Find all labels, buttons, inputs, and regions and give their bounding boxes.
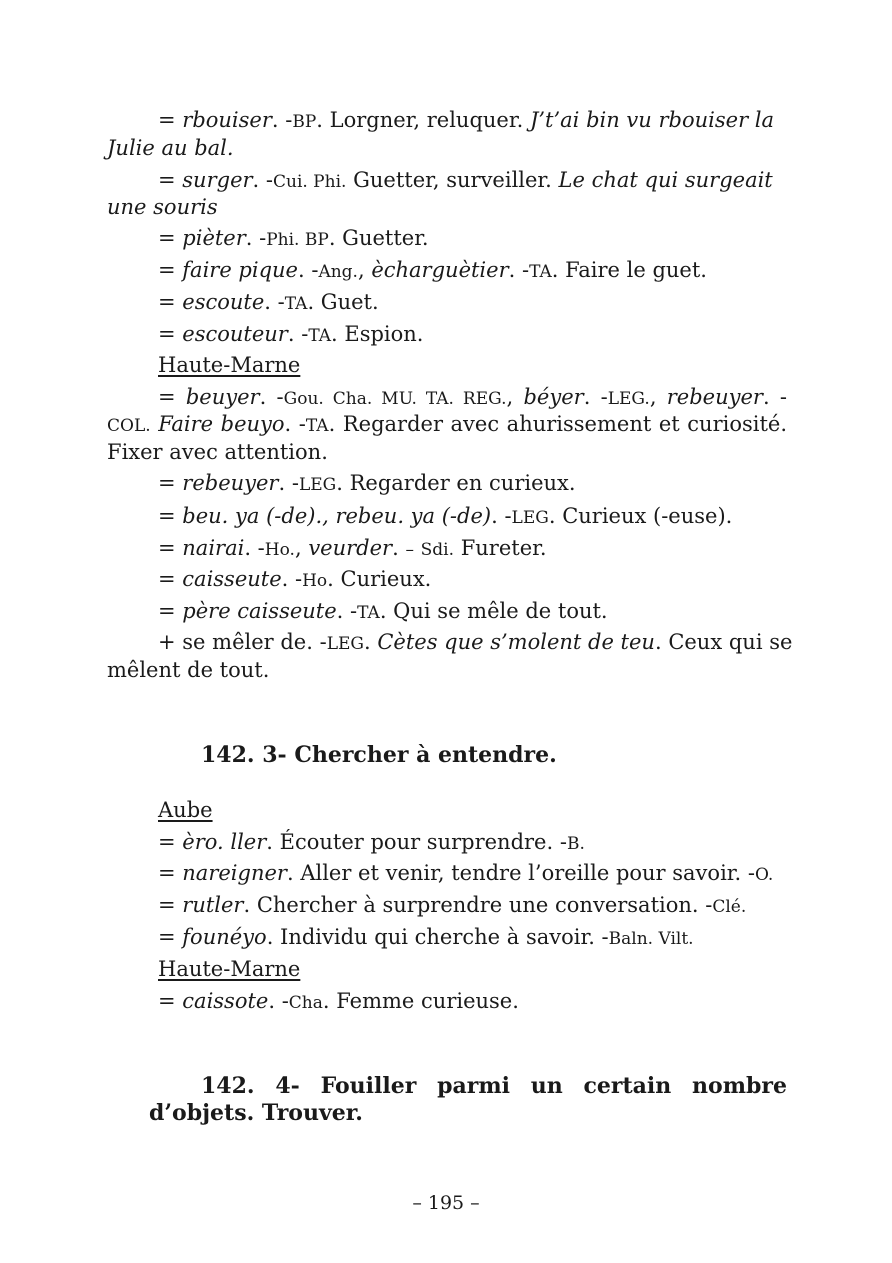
source-abbrev: Ho: [302, 571, 328, 591]
source-abbrev: LEG: [326, 634, 364, 654]
source-abbrev: TA: [305, 416, 329, 436]
term: rebeuyer: [182, 471, 279, 495]
definition-cont: Fixer avec attention.: [107, 440, 328, 464]
source-abbrev: BP: [292, 112, 317, 132]
source-abbrev: Clé.: [712, 897, 747, 917]
term: nareigner: [182, 861, 287, 885]
source-abbrev: Ho.: [264, 540, 295, 560]
source-abbrev: LEG.: [607, 389, 650, 409]
entry-beuyer-line1: = beuyer. -Gou. Cha. MU. TA. REG., béyer. -LEG., rebeuyer. -: [158, 385, 788, 409]
term: ècharguètier: [371, 258, 509, 282]
heading-word: 142.: [201, 1073, 255, 1099]
heading-word: parmi: [437, 1073, 510, 1099]
term: èro. ller: [182, 830, 267, 854]
entry-rbouiser-line2: [107, 134, 787, 162]
source-abbrev: COL.: [107, 416, 151, 436]
entry-rbouiser-line1: = rbouiser. -BP. Lorgner, reluquer. J’t’ai bin vu rbouiser la: [158, 108, 775, 132]
section-heading-142-4-line2: d’objets. Trouver.: [149, 1100, 363, 1126]
entry-founeyo: = founéyo. Individu qui cherche à savoir. -Baln. Vilt.: [158, 925, 694, 949]
entry-nairai: = nairai. -Ho., veurder. – Sdi. Fureter.: [158, 536, 547, 560]
definition: Ceux qui se: [668, 630, 793, 654]
definition-cont: mêlent de tout.: [107, 658, 270, 682]
source-abbrev: B.: [566, 834, 585, 854]
heading-word: certain: [583, 1073, 672, 1099]
definition: Femme curieuse.: [336, 989, 519, 1013]
term: faire pique: [182, 258, 298, 282]
source-abbrev: LEG: [511, 508, 549, 528]
term: founéyo: [182, 925, 267, 949]
definition: Lorgner, reluquer.: [329, 108, 524, 132]
definition: Curieux (-euse).: [562, 504, 733, 528]
definition: Qui se mêle de tout.: [393, 599, 608, 623]
definition: Guetter, surveiller.: [353, 168, 552, 192]
region-label: Haute-Marne: [158, 957, 301, 981]
term: beuyer: [185, 385, 260, 409]
definition: Individu qui cherche à savoir.: [280, 925, 595, 949]
term: escoute: [182, 290, 265, 314]
term: rutler: [182, 893, 244, 917]
definition: Aller et venir, tendre l’oreille pour savoir.: [300, 861, 742, 885]
source-abbrev: TA: [284, 294, 308, 314]
entry-nareigner: = nareigner. Aller et venir, tendre l’oreille pour savoir. -O.: [158, 861, 774, 885]
page-number: – 195 –: [412, 1192, 480, 1214]
definition: Écouter pour surprendre.: [279, 830, 554, 854]
term: rebeuyer: [666, 385, 763, 409]
definition: Espion.: [344, 322, 424, 346]
region-heading-aube: [158, 796, 787, 824]
source-abbrev: Gou. Cha. MU. TA. REG.: [283, 389, 507, 409]
heading-word: 4-: [275, 1073, 300, 1099]
entry-surger-line2: [107, 193, 787, 221]
term: escouteur: [182, 322, 288, 346]
source-abbrev: Ang.: [318, 262, 358, 282]
entry-rutler: = rutler. Chercher à surprendre une conversation. -Clé.: [158, 893, 747, 917]
example-cont: Julie au bal.: [107, 136, 234, 160]
entry-beuya: = beu. ya (-de)., rebeu. ya (-de). -LEG. Curieux (-euse).: [158, 504, 733, 528]
source-abbrev: LEG: [298, 475, 337, 495]
example-cont: une souris: [107, 195, 218, 219]
term: père caisseute: [182, 599, 337, 623]
definition: Guet.: [320, 290, 379, 314]
source-abbrev: O.: [754, 865, 774, 885]
entry-faire-pique: = faire pique. -Ang., ècharguètier. -TA. Faire le guet.: [158, 258, 707, 282]
source-abbrev: Baln. Vilt.: [608, 929, 694, 949]
term: beu. ya (-de)., rebeu. ya (-de): [182, 504, 492, 528]
source-abbrev: TA: [357, 603, 380, 623]
entry-beuyer-line3: [107, 438, 787, 466]
example: Le chat qui surgeait: [558, 168, 773, 192]
term: béyer: [523, 385, 584, 409]
entry-se-meler-line1: + se mêler de. -LEG. Cètes que s’molent de teu. Ceux qui se: [158, 630, 793, 654]
definition: Fureter.: [460, 536, 547, 560]
section-heading-142-4-line1: [201, 1073, 787, 1099]
source-abbrev: Cha: [288, 993, 323, 1013]
definition: Regarder avec ahurissement et curiosité.: [342, 412, 788, 436]
entry-escoute: = escoute. -TA. Guet.: [158, 290, 379, 314]
source-abbrev: TA: [308, 326, 331, 346]
region-label: Haute-Marne: [158, 353, 301, 377]
entry-pieter: = pièter. -Phi. BP. Guetter.: [158, 226, 429, 250]
term: caisseute: [182, 567, 282, 591]
entry-se-meler-line2: [107, 656, 787, 684]
term: Faire beuyo: [158, 412, 285, 436]
source-abbrev: TA: [529, 262, 552, 282]
source-abbrev: Cui. Phi.: [272, 172, 347, 192]
entry-caissote: = caissote. -Cha. Femme curieuse.: [158, 989, 519, 1013]
term: se mêler de.: [182, 630, 313, 654]
entry-pere-caisseute: = père caisseute. -TA. Qui se mêle de tout.: [158, 599, 608, 623]
entry-rebeuyer: = rebeuyer. -LEG. Regarder en curieux.: [158, 471, 576, 495]
entry-ero-ller: = èro. ller. Écouter pour surprendre. -B.: [158, 830, 585, 854]
source-abbrev: Phi. BP: [266, 230, 329, 250]
region-label: Aube: [158, 798, 213, 822]
region-heading-haute-marne: [158, 351, 787, 379]
term: veurder: [308, 536, 393, 560]
heading-word: Fouiller: [320, 1073, 417, 1099]
heading-word: un: [530, 1073, 563, 1099]
term: rbouiser: [182, 108, 272, 132]
term: surger: [182, 168, 253, 192]
definition: Guetter.: [342, 226, 429, 250]
definition: Regarder en curieux.: [349, 471, 576, 495]
entry-beuyer-line2: COL. Faire beuyo. -TA. Regarder avec ahurissement et curiosité.: [107, 412, 788, 436]
term: pièter: [182, 226, 246, 250]
example: J’t’ai bin vu rbouiser la: [529, 108, 775, 132]
region-heading-haute-marne-2: [158, 955, 787, 983]
term: caissote: [182, 989, 269, 1013]
example: Cètes que s’molent de teu: [377, 630, 655, 654]
entry-surger-line1: = surger. -Cui. Phi. Guetter, surveiller. Le chat qui surgeait: [158, 168, 773, 192]
heading-word: nombre: [692, 1073, 787, 1099]
definition: Faire le guet.: [565, 258, 707, 282]
term: nairai: [182, 536, 245, 560]
section-heading-142-3: 142. 3- Chercher à entendre.: [201, 742, 557, 768]
source-abbrev: Sdi.: [420, 540, 454, 560]
entry-escouteur: = escouteur. -TA. Espion.: [158, 322, 424, 346]
definition: Curieux.: [340, 567, 432, 591]
definition: Chercher à surprendre une conversation.: [256, 893, 699, 917]
entry-caisseute: = caisseute. -Ho. Curieux.: [158, 567, 432, 591]
